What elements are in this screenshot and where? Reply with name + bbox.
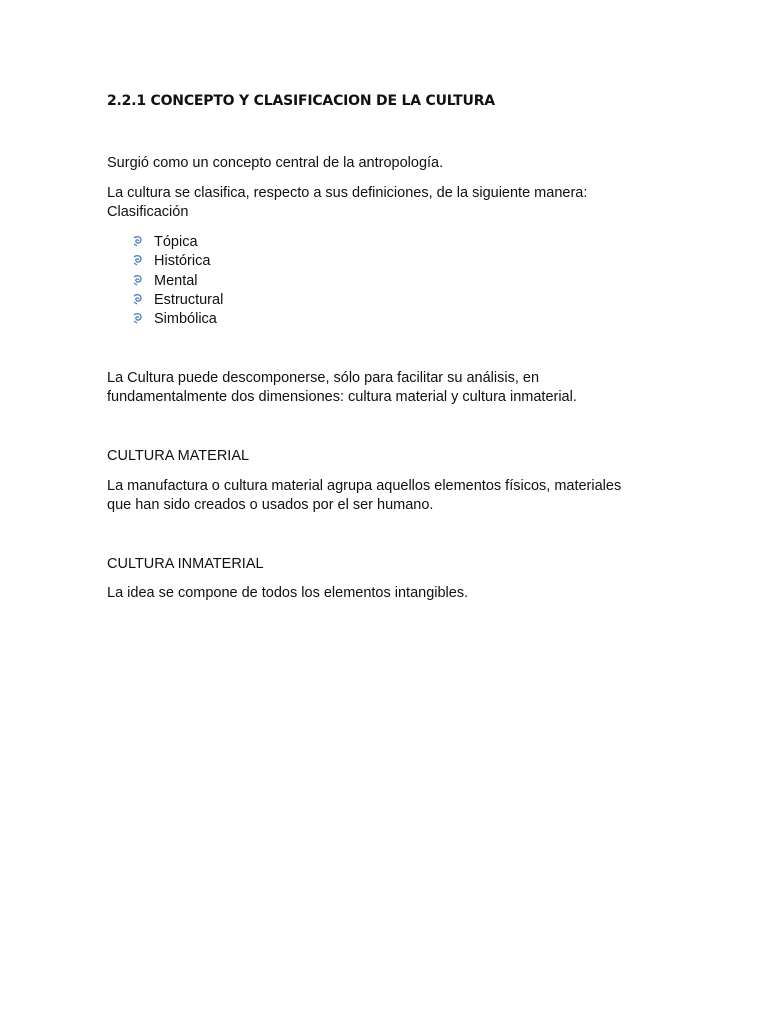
swirl-bullet-icon [132,293,144,305]
swirl-bullet-icon [132,312,144,324]
material-line-2: que han sido creados o usados por el ser humano. [107,497,434,513]
list-item [132,252,223,271]
material-line-1: La manufactura o cultura material agrupa aquellos elementos físicos, materiales [107,478,622,494]
list-item-label: Tópica [154,234,198,250]
list-item [132,310,223,329]
dimensions-line-1: La Cultura puede descomponerse, sólo para facilitar su análisis, en [107,370,540,386]
swirl-bullet-icon [132,254,144,266]
material-paragraph [107,477,621,515]
list-item-label: Simbólica [154,311,217,328]
inmaterial-paragraph: La idea se compone de todos los elementos intangibles. [107,585,469,601]
list-item-label: Estructural [154,291,224,308]
list-item [132,272,223,291]
swirl-bullet-icon [132,235,144,247]
list-item-label: Mental [154,272,198,289]
classification-line-1: La cultura se clasifica, respecto a sus definiciones, de la siguiente manera: [107,185,588,201]
section-heading: 2.2.1 CONCEPTO Y CLASIFICACION DE LA CULTURA [107,93,495,109]
dimensions-paragraph [107,369,577,407]
dimensions-line-2: fundamentalmente dos dimensiones: cultura material y cultura inmaterial. [107,389,577,405]
swirl-bullet-icon [132,274,144,286]
intro-paragraph: Surgió como un concepto central de la antropología. [107,155,444,171]
list-item [132,291,223,310]
list-item [132,233,223,252]
list-item-label: Histórica [154,253,211,270]
classification-paragraph [107,184,587,222]
classification-line-2: Clasificación [107,204,189,220]
classification-list [132,233,223,329]
inmaterial-heading: CULTURA INMATERIAL [107,556,264,572]
material-heading: CULTURA MATERIAL [107,448,250,464]
